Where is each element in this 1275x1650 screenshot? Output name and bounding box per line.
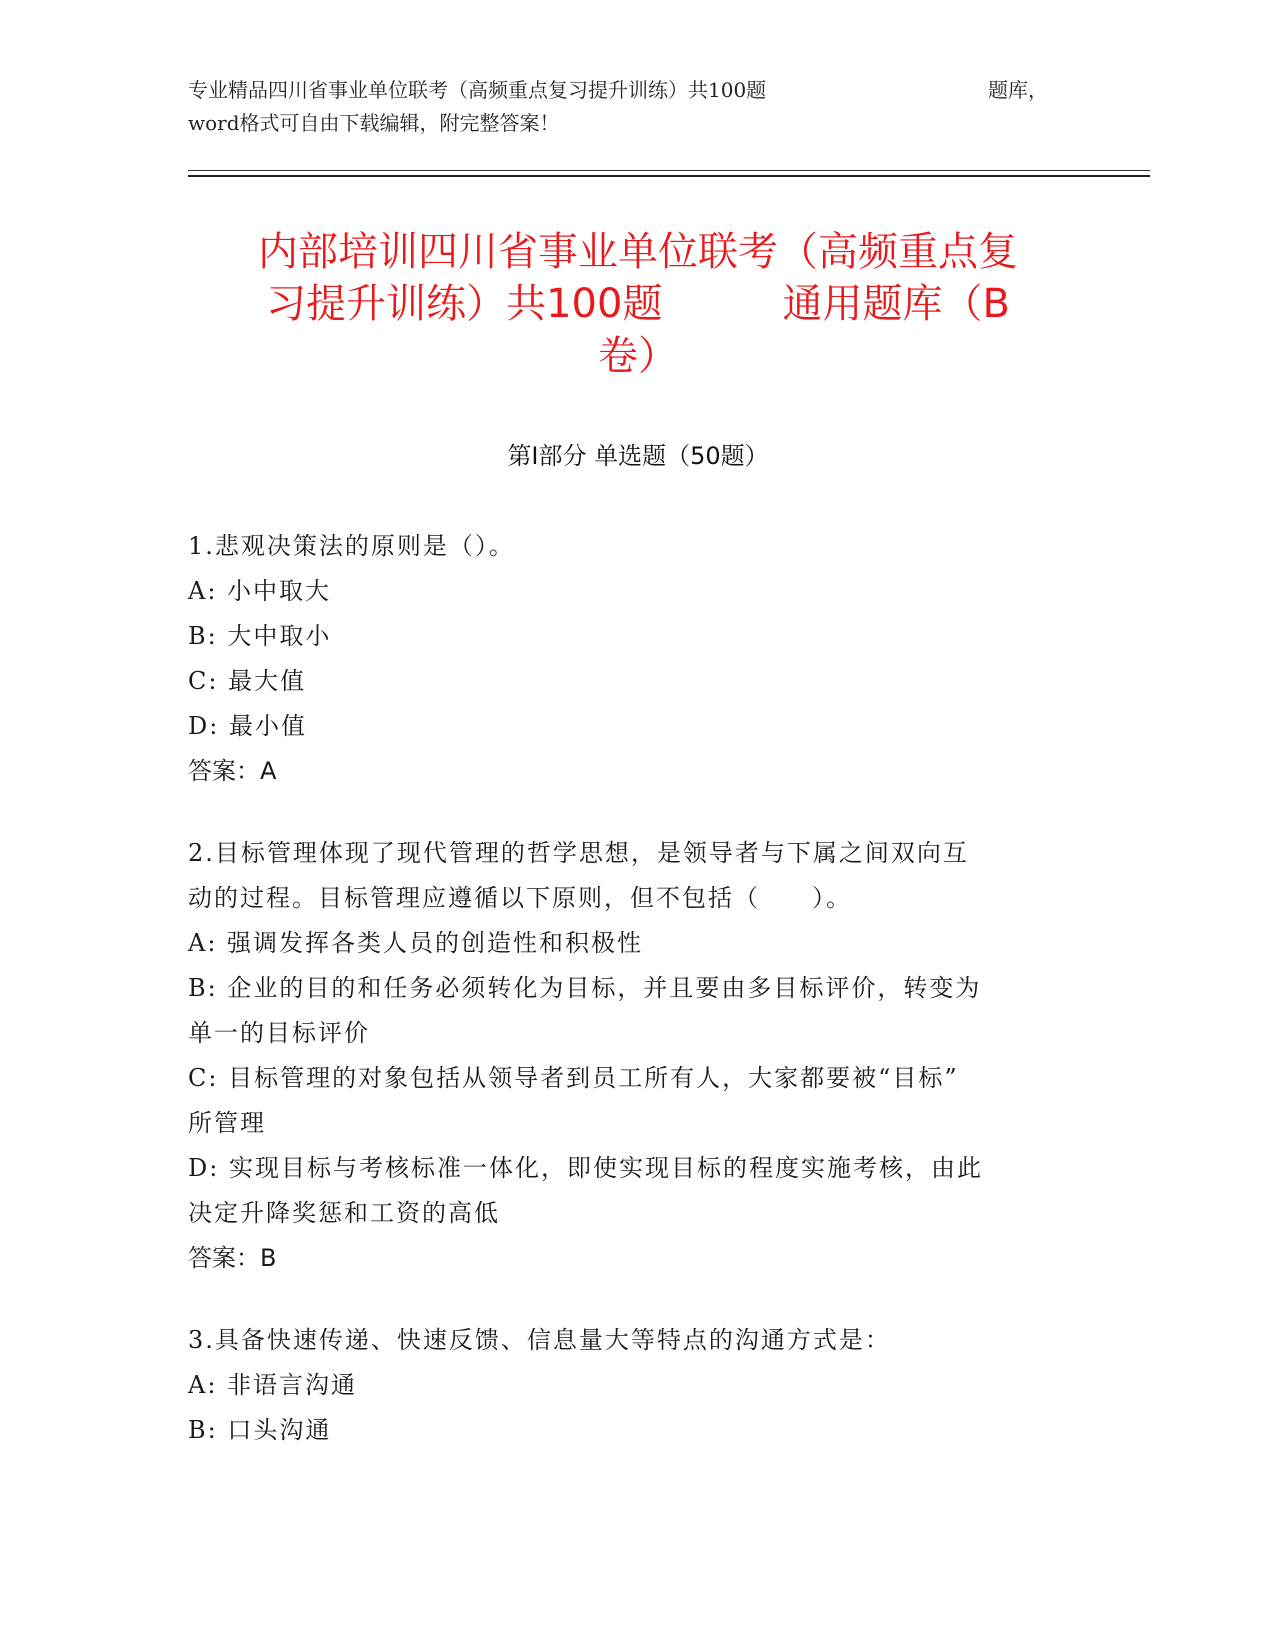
question-option: A: 强调发挥各类人员的创造性和积极性 (188, 929, 644, 957)
question-item (188, 831, 1068, 1281)
question-option: B: 企业的目的和任务必须转化为目标，并且要由多目标评价，转变为 (188, 974, 982, 1002)
question-option: C: 最大值 (188, 667, 307, 695)
header-line-1 (188, 74, 1048, 107)
header-rule-thick (188, 175, 1150, 177)
document-title (188, 226, 1088, 382)
question-item (188, 1318, 1068, 1453)
question-list (188, 524, 1068, 1490)
section-heading: 第Ⅰ部分 单选题（50题） (507, 442, 769, 470)
question-option: D: 最小值 (188, 712, 307, 740)
question-option: 单一的目标评价 (188, 1019, 370, 1047)
question-option: B: 口头沟通 (188, 1416, 332, 1444)
question-option: A: 非语言沟通 (188, 1371, 358, 1399)
header-line-2: word格式可自由下载编辑，附完整答案！ (188, 111, 560, 135)
title-line-1: 内部培训四川省事业单位联考（高频重点复 (258, 229, 1018, 275)
question-stem: 1.悲观决策法的原则是（）。 (188, 532, 515, 560)
header-line-1-right: 题库， (988, 78, 1048, 102)
question-stem: 3.具备快速传递、快速反馈、信息量大等特点的沟通方式是： (188, 1326, 891, 1354)
question-option: C: 目标管理的对象包括从领导者到员工所有人，大家都要被“目标” (188, 1064, 959, 1092)
question-stem: 2.目标管理体现了现代管理的哲学思想，是领导者与下属之间双向互 (188, 839, 969, 867)
question-option: 所管理 (188, 1109, 266, 1137)
question-answer: 答案：B (188, 1244, 277, 1272)
title-line-3: 卷） (598, 333, 678, 379)
question-item (188, 524, 1068, 794)
title-line-2: 习提升训练）共100题 通用题库（B (266, 281, 1010, 327)
question-option: 决定升降奖惩和工资的高低 (188, 1199, 500, 1227)
header-note (188, 74, 1048, 140)
question-answer: 答案：A (188, 757, 277, 785)
header-rule-thin (188, 170, 1150, 171)
question-option: A: 小中取大 (188, 577, 332, 605)
header-line-1-left: 专业精品四川省事业单位联考（高频重点复习提升训练）共100题 (188, 78, 767, 102)
question-option: D: 实现目标与考核标准一体化，即使实现目标的程度实施考核，由此 (188, 1154, 983, 1182)
question-stem: 动的过程。目标管理应遵循以下原则，但不包括（ ）。 (188, 884, 852, 912)
question-option: B: 大中取小 (188, 622, 332, 650)
